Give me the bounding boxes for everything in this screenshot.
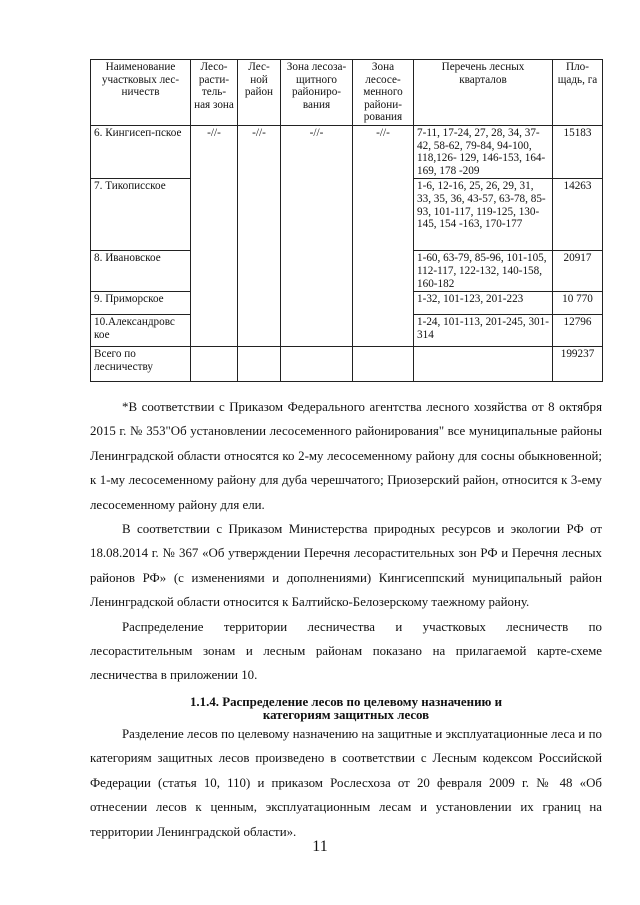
cell-area: 15183: [553, 125, 603, 178]
page-number: 11: [312, 838, 328, 855]
cell-protect: -//-: [281, 125, 353, 346]
cell-area: 20917: [553, 251, 603, 292]
cell-quarters: 1-24, 101-113, 201-245, 301-314: [414, 315, 553, 347]
cell-name: Всего по лесничеству: [91, 347, 191, 382]
header-cell: Лес-ной район: [238, 60, 281, 126]
cell-zone: -//-: [191, 125, 238, 346]
table-row-total: [91, 347, 603, 382]
header-cell: Наименование участковых лес-ничеств: [91, 60, 191, 126]
paragraph: Разделение лесов по целевому назначению на защитные и эксплуатационные леса и по категориям защитных лесов произведено в соответствии с Лесным кодексом Российской Федерации (статья 10, 110) и приказом Рослесхоза от 20 февраля 2009 г. № 48 «Об отнесении лесов к ценным, эксплуатационным лесам и установлении их границ на территории Ленинградской области».: [90, 726, 602, 839]
cell-quarters: 1-60, 63-79, 85-96, 101-105, 112-117, 122-132, 140-158, 160-182: [414, 251, 553, 292]
cell-area: 199237: [553, 347, 603, 382]
header-cell: Перечень лесных кварталов: [414, 60, 553, 126]
cell-quarters: 1-32, 101-123, 201-223: [414, 292, 553, 315]
cell-name: 9. Приморское: [91, 292, 191, 315]
cell-district: -//-: [238, 125, 281, 346]
header-cell: Зона лесоза-щитного райониро-вания: [281, 60, 353, 126]
cell-quarters: 1-6, 12-16, 25, 26, 29, 31, 33, 35, 36, 43-57, 63-78, 85-93, 101-117, 119-125, 130-145, 154 -163, 170-177: [414, 179, 553, 251]
cell-name: 7. Тикописское: [91, 179, 191, 251]
header-cell: Пло-щадь, га: [553, 60, 603, 126]
cell-name: 6. Кингисеп-пское: [91, 125, 191, 178]
paragraph: В соответствии с Приказом Министерства природных ресурсов и экологии РФ от 18.08.2014 г. № 367 «Об утверждении Перечня лесорастительных зон РФ и Перечня лесных районов РФ» (с изменениями и дополнениями) Кингисеппский муниципальный район Ленинградской области относится к Балтийско-Белозерскому таежному району.: [90, 522, 602, 610]
table-header-row: [91, 60, 603, 126]
header-cell: Лесо-расти-тель-ная зона: [191, 60, 238, 126]
cell-area: 14263: [553, 179, 603, 251]
cell-name: 10.Александровс кое: [91, 315, 191, 347]
paragraph: Распределение территории лесничества и участковых лесничеств по лесорастительным зонам и лесным районам показано на прилагаемой карте-схеме лесничества в приложении 10.: [90, 619, 602, 683]
cell-name: 8. Ивановское: [91, 251, 191, 292]
section-heading: 1.1.4. Распределение лесов по целевому назначению и категориям защитных лесов: [189, 694, 503, 722]
header-cell: Зона лесосе-менного райони-рования: [353, 60, 414, 126]
cell-area: 12796: [553, 315, 603, 347]
cell-seed: -//-: [353, 125, 414, 346]
cell-quarters: 7-11, 17-24, 27, 28, 34, 37-42, 58-62, 79-84, 94-100, 118,126- 129, 146-153, 164-169, 178 -209: [414, 125, 553, 178]
forestry-table: [90, 59, 603, 382]
cell-area: 10 770: [553, 292, 603, 315]
table-row: [91, 125, 603, 178]
body-text: [90, 395, 602, 844]
paragraph: *В соответствии с Приказом Федерального агентства лесного хозяйства от 8 октября 2015 г. № 353"Об установлении лесосеменного районирования" все муниципальные районы Ленинградской области относятся ко 2-му лесосеменному району для сосны обыкновенной; к 1-му лесосеменному району для дуба черешчатого; Приозерский район, относится к 3-ему лесосеменному району для ели.: [90, 400, 602, 512]
